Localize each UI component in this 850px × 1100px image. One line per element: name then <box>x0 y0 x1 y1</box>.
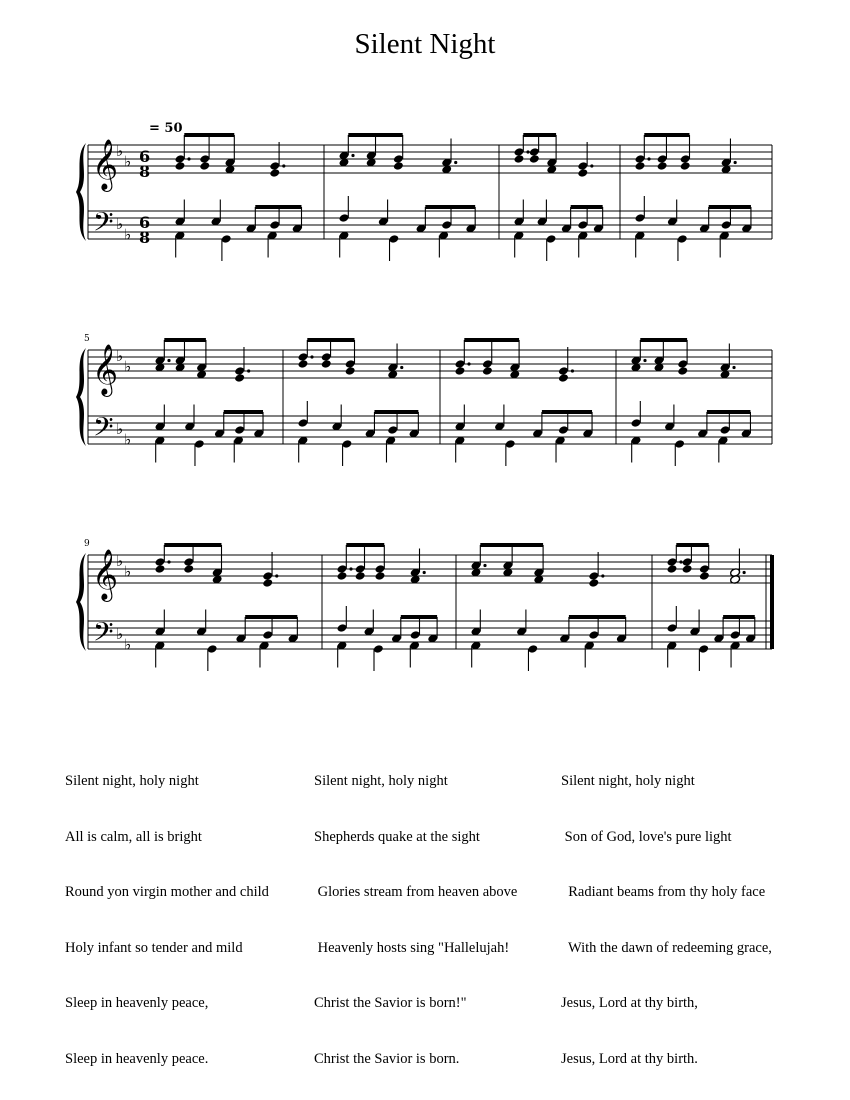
lyric-line: Radiant beams from thy holy face <box>561 884 766 900</box>
time-signature-top-treble: 6 <box>139 147 151 166</box>
augmentation-dot <box>734 161 737 164</box>
measure-number-5: 5 <box>84 334 90 344</box>
augmentation-dot <box>454 161 457 164</box>
treble-clef-icon: 𝄞 <box>92 344 119 395</box>
lyric-line: Silent night, holy night <box>314 773 448 789</box>
augmentation-dot <box>647 157 650 160</box>
time-signature-bottom-bass: 8 <box>139 228 151 247</box>
lyric-line: Christ the Savior is born. <box>314 1050 460 1067</box>
flat-icon: ♭ <box>116 420 124 438</box>
time-signature <box>139 147 150 247</box>
notehead <box>298 359 309 369</box>
tempo-marking: = 50 <box>149 121 183 136</box>
measure-number-9: 9 <box>84 539 90 549</box>
bass-clef-icon: 𝄢 <box>93 206 114 244</box>
system-3 <box>76 545 772 671</box>
flat-icon: ♭ <box>124 635 132 654</box>
notehead <box>657 161 668 171</box>
augmentation-dot <box>571 369 574 372</box>
lyric-line: Heavenly hosts sing "Hallelujah! <box>314 939 510 956</box>
augmentation-dot <box>643 359 646 362</box>
augmentation-dot <box>423 571 426 574</box>
system-1 <box>76 135 772 261</box>
lyric-line: Glories stream from heaven above <box>314 884 518 900</box>
notehead <box>482 366 493 376</box>
augmentation-dot <box>282 164 285 167</box>
notehead <box>558 373 569 383</box>
augmentation-dot <box>349 567 352 570</box>
notehead <box>199 161 210 171</box>
flat-icon: ♭ <box>124 225 132 244</box>
notehead <box>262 578 273 588</box>
grand-staff-brace <box>76 348 86 446</box>
treble-clef-icon: 𝄞 <box>92 549 119 600</box>
bass-clef-icon: 𝄢 <box>93 411 114 449</box>
lyric-line: Sleep in heavenly peace, <box>65 995 209 1011</box>
notehead <box>337 571 348 581</box>
augmentation-dot <box>601 574 604 577</box>
lyric-line: Son of God, love's pure light <box>561 828 732 845</box>
augmentation-dot <box>167 560 170 563</box>
grand-staff-brace <box>76 553 86 651</box>
augmentation-dot <box>310 355 313 358</box>
augmentation-dot <box>743 571 746 574</box>
notehead <box>699 571 710 581</box>
flat-icon: ♭ <box>124 562 132 581</box>
flat-icon: ♭ <box>116 142 124 160</box>
music-systems <box>76 135 772 671</box>
flat-icon: ♭ <box>124 152 132 171</box>
notehead <box>393 161 404 171</box>
flat-icon: ♭ <box>116 625 124 643</box>
notehead <box>667 564 678 574</box>
lyric-line: Shepherds quake at the sight <box>314 828 480 845</box>
notehead <box>682 564 693 574</box>
notehead <box>455 366 466 376</box>
lyric-line: Silent night, holy night <box>65 773 199 789</box>
grand-staff-brace <box>76 143 86 241</box>
notehead <box>375 571 386 581</box>
notehead <box>677 366 688 376</box>
flat-icon: ♭ <box>124 357 132 376</box>
system-2 <box>76 340 772 466</box>
augmentation-dot <box>483 564 486 567</box>
lyric-line: Silent night, holy night <box>561 773 695 789</box>
notehead <box>577 168 588 178</box>
lyric-line: Sleep in heavenly peace. <box>65 1050 209 1067</box>
augmentation-dot <box>351 154 354 157</box>
flat-icon: ♭ <box>116 552 124 570</box>
augmentation-dot <box>247 369 250 372</box>
notehead <box>680 161 691 171</box>
lyric-line: Jesus, Lord at thy birth. <box>561 1050 698 1067</box>
score-title: Silent Night <box>354 28 496 60</box>
augmentation-dot <box>526 150 529 153</box>
notehead <box>588 578 599 588</box>
treble-clef-icon: 𝄞 <box>92 139 119 190</box>
notehead <box>183 564 194 574</box>
lyric-line: Holy infant so tender and mild <box>65 939 243 956</box>
augmentation-dot <box>679 560 682 563</box>
time-signature-bottom-treble: 8 <box>139 162 151 181</box>
augmentation-dot <box>467 362 470 365</box>
flat-icon: ♭ <box>116 347 124 365</box>
augmentation-dot <box>167 359 170 362</box>
augmentation-dot <box>732 366 735 369</box>
augmentation-dot <box>187 157 190 160</box>
lyrics-verse-3 <box>561 735 772 1087</box>
lyrics-verse-1 <box>65 735 269 1087</box>
notehead <box>514 154 525 164</box>
notehead <box>175 161 186 171</box>
notehead <box>635 161 646 171</box>
notehead <box>269 168 280 178</box>
lyric-line: Christ the Savior is born!" <box>314 995 467 1011</box>
lyric-line: Jesus, Lord at thy birth, <box>561 995 698 1011</box>
augmentation-dot <box>590 164 593 167</box>
flat-icon: ♭ <box>116 215 124 233</box>
notehead <box>345 366 356 376</box>
augmentation-dot <box>275 574 278 577</box>
augmentation-dot <box>400 366 403 369</box>
time-signature-top-bass: 6 <box>139 213 151 232</box>
flat-icon: ♭ <box>124 430 132 449</box>
notehead <box>529 154 540 164</box>
lyric-line: With the dawn of redeeming grace, <box>561 939 772 956</box>
notehead <box>355 571 366 581</box>
notehead <box>321 359 332 369</box>
lyric-line: Round yon virgin mother and child <box>65 884 269 900</box>
notehead <box>155 564 166 574</box>
lyric-line: All is calm, all is bright <box>65 828 202 845</box>
lyrics-verse-2 <box>314 735 517 1087</box>
notehead <box>234 373 245 383</box>
bass-clef-icon: 𝄢 <box>93 616 114 654</box>
